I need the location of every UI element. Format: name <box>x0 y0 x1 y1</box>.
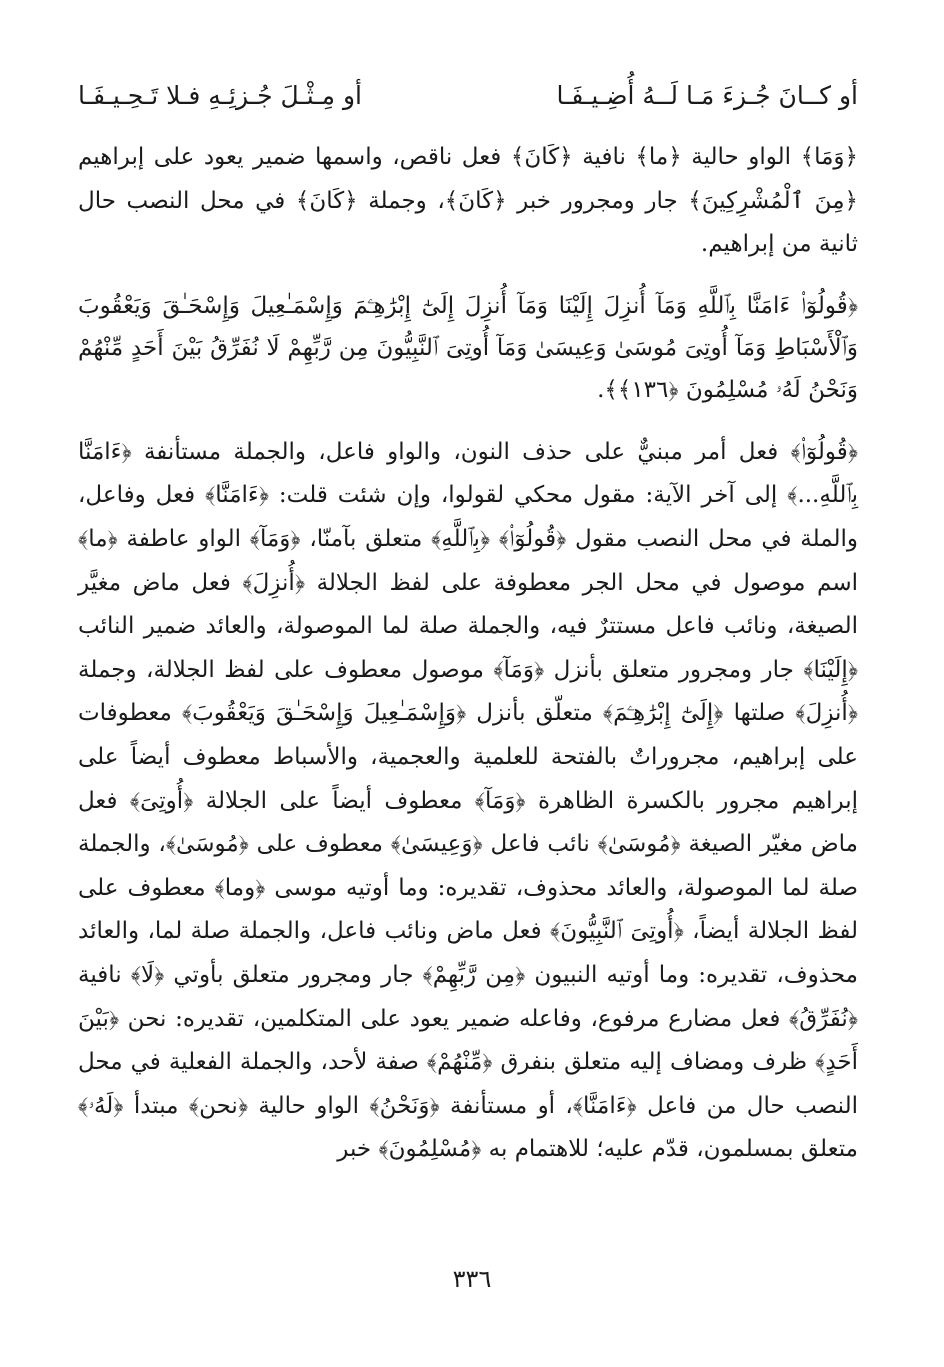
quran-verse: ﴿قُولُوٓا۟ ءَامَنَّا بِٱللَّهِ وَمَآ أُنزِلَ إِلَيْنَا وَمَآ أُنزِلَ إِلَىٰٓ إِبْرَٰهِـۧمَ وَإِسْمَـٰعِيلَ وَإِسْحَـٰقَ وَيَعْقُوبَ وَٱلْأَسْبَاطِ وَمَآ أُوتِىَ مُوسَىٰ وَعِيسَىٰ وَمَآ أُوتِىَ ٱلنَّبِيُّونَ مِن رَّبِّهِمْ لَا نُفَرِّقُ بَيْنَ أَحَدٍ مِّنْهُمْ وَنَحْنُ لَهُۥ مُسْلِمُونَ ﴿١٣٦﴾﴾. <box>78 292 858 403</box>
poem-left-hemistich: أو مِـثْـلَ جُـزئِـهِ فـلا تَـحِـيـفَـا <box>78 81 362 110</box>
page-content <box>78 72 858 1352</box>
paragraph-1: ﴿وَمَا﴾ الواو حالية ﴿ما﴾ نافية ﴿كَانَ﴾ فعل ناقص، واسمها ضمير يعود على إبراهيم ﴿مِنَ ٱلْمُشْرِكِينَ﴾ جار ومجرور خبر ﴿كَانَ﴾، وجملة ﴿كَانَ﴾ في محل النصب حال ثانية من إبراهيم. <box>78 144 858 258</box>
page-number: ٣٣٦ <box>452 1265 492 1293</box>
paragraph-2: ﴿قُولُوٓا۟﴾ فعل أمر مبنيٌّ على حذف النون، والواو فاعل، والجملة مستأنفة ﴿ءَامَنَّا بِٱللَّهِ...﴾ إلى آخر الآية: مقول محكي لقولوا، وإن شئت قلت: ﴿ءَامَنَّا﴾ فعل وفاعل، والملة في محل النصب مقول ﴿قُولُوٓا۟﴾ ﴿بِٱللَّهِ﴾ متعلق بآمنّا، ﴿وَمَآ﴾ الواو عاطفة ﴿ما﴾ اسم موصول في محل الجر معطوفة على لفظ الجلالة ﴿أُنزِلَ﴾ فعل ماض مغيَّر الصيغة، ونائب فاعل مستترٌ فيه، والجملة صلة لما الموصولة، والعائد ضمير النائب ﴿إِلَيْنَا﴾ جار ومجرور متعلق بأنزل ﴿وَمَآ﴾ موصول معطوف على لفظ الجلالة، وجملة ﴿أُنزِلَ﴾ صلتها ﴿إِلَىٰٓ إِبْرَٰهِـۧمَ﴾ متعلّق بأنزل ﴿وَإِسْمَـٰعِيلَ وَإِسْحَـٰقَ وَيَعْقُوبَ﴾ معطوفات على إبراهيم، مجروراتٌ بالفتحة للعلمية والعجمية، والأسباط معطوف أيضاً على إبراهيم مجرور بالكسرة الظاهرة ﴿وَمَآ﴾ معطوف أيضاً على الجلالة ﴿أُوتِىَ﴾ فعل ماض مغيّر الصيغة ﴿مُوسَىٰ﴾ نائب فاعل ﴿وَعِيسَىٰ﴾ معطوف على ﴿مُوسَىٰ﴾، والجملة صلة لما الموصولة، والعائد محذوف، تقديره: وما أوتيه موسى ﴿وما﴾ معطوف على لفظ الجلالة أيضاً، ﴿أُوتِىَ ٱلنَّبِيُّونَ﴾ فعل ماض ونائب فاعل، والجملة صلة لما، والعائد محذوف، تقديره: وما أوتيه النبيون ﴿مِن رَّبِّهِمْ﴾ جار ومجرور متعلق بأوتي ﴿لَا﴾ نافية ﴿نُفَرِّقُ﴾ فعل مضارع مرفوع، وفاعله ضمير يعود على المتكلمين، تقديره: نحن ﴿بَيْنَ أَحَدٍ﴾ ظرف ومضاف إليه متعلق بنفرق ﴿مِّنْهُمْ﴾ صفة لأحد، والجملة الفعلية في محل النصب حال من فاعل ﴿ءَامَنَّا﴾، أو مستأنفة ﴿وَنَحْنُ﴾ الواو حالية ﴿نحن﴾ مبتدأ ﴿لَهُۥ﴾ متعلق بمسلمون، قدّم عليه؛ للاهتمام به ﴿مُسْلِمُونَ﴾ خبر <box>78 438 858 1163</box>
poem-verse <box>78 74 858 124</box>
poem-right-hemistich: أو كــانَ جُـزءَ مَـا لَــهُ أُضِـيـفَـا <box>556 81 858 110</box>
